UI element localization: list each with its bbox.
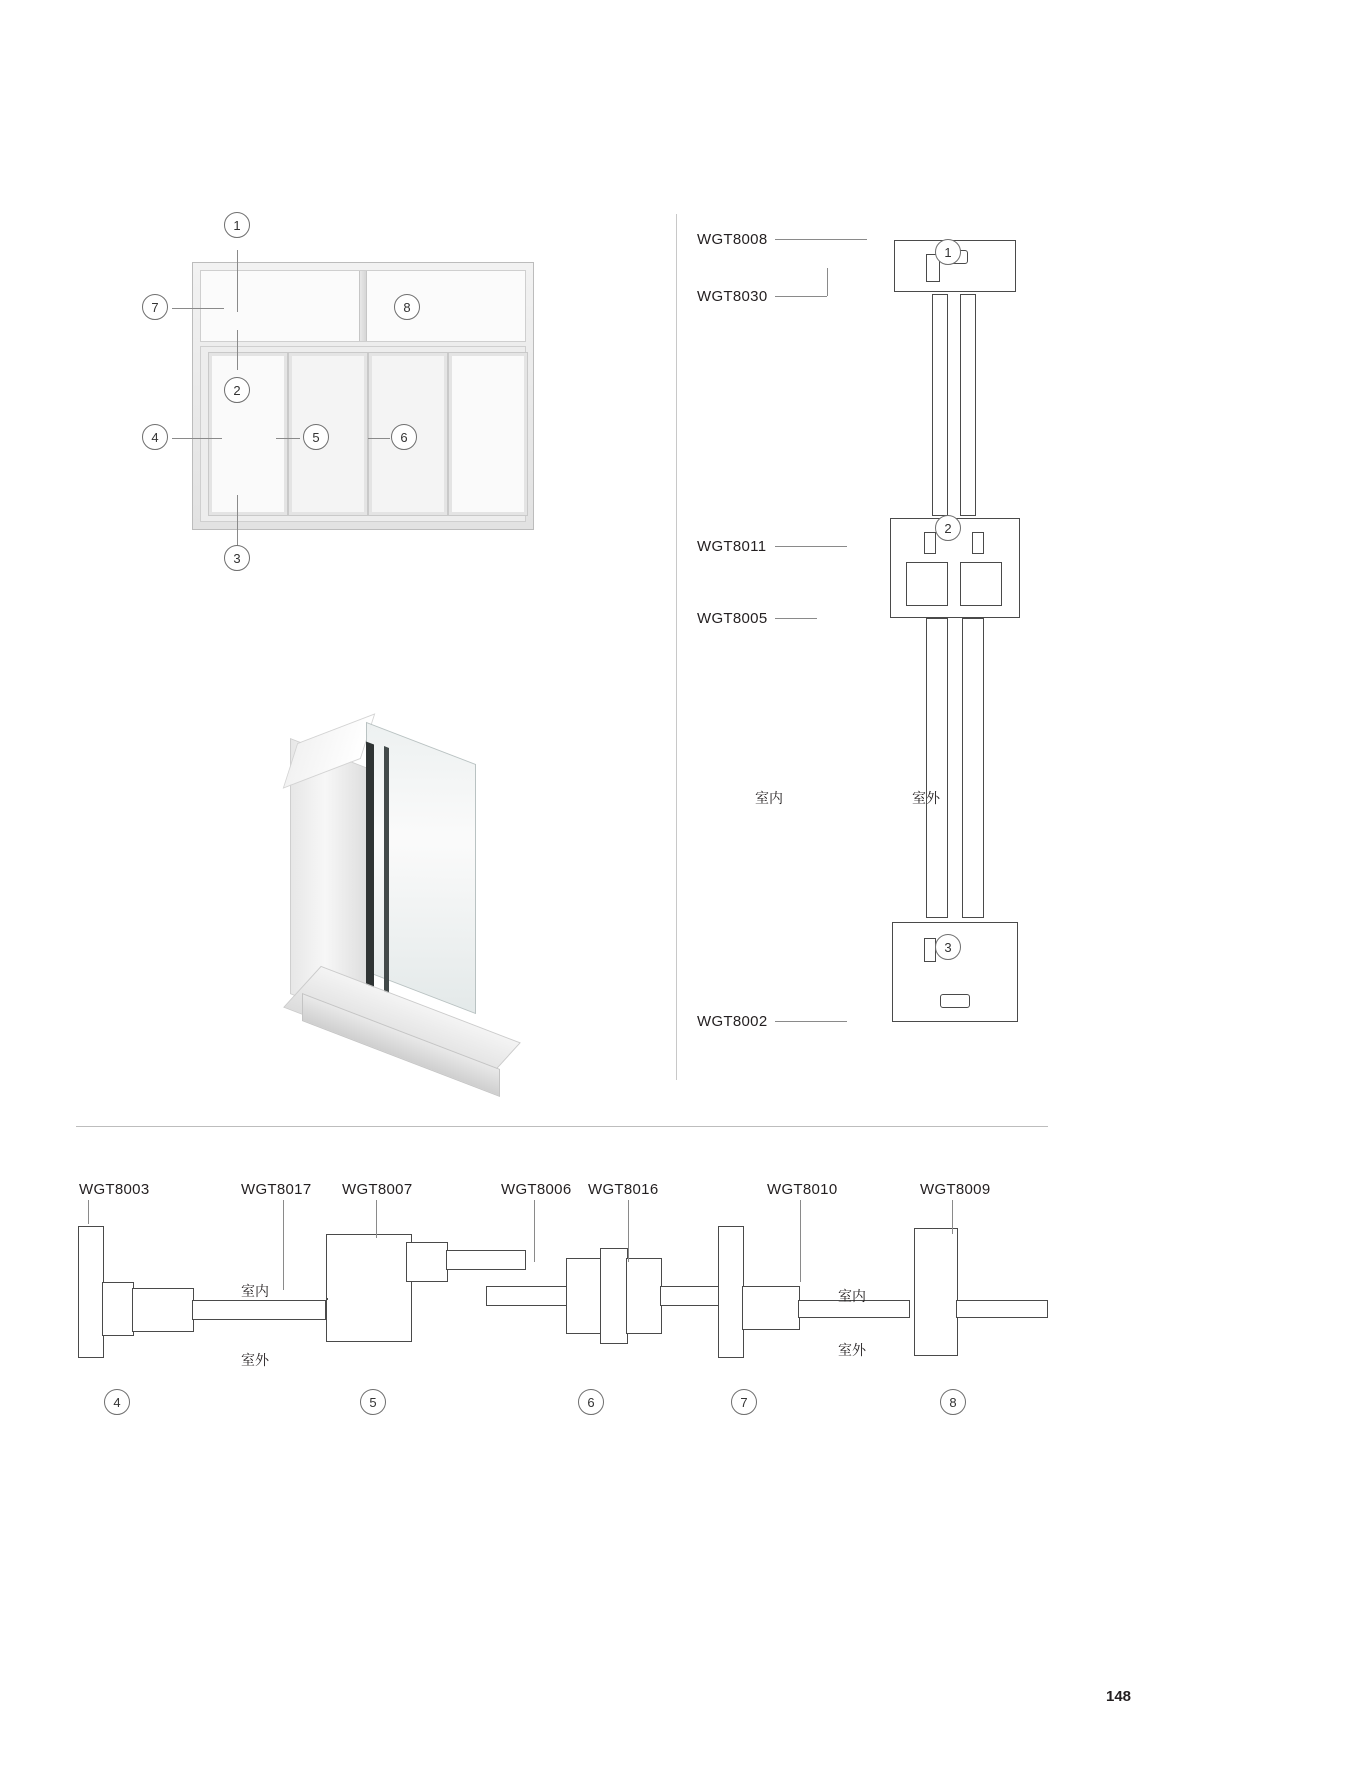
bottom-callout-5[interactable]: 5 [360,1389,386,1415]
annotation-interior-right: 室内 [838,1288,866,1304]
leader-line-7 [172,308,224,309]
sash-right-fixed [449,353,527,515]
jamb-profile-7 [718,1226,744,1358]
mid-sash-right [960,562,1002,606]
column-divider [676,214,677,1080]
callout-7[interactable]: 7 [142,294,168,320]
leader-line-4 [172,438,222,439]
stile-6-right [626,1258,662,1334]
bottom-callout-4[interactable]: 4 [104,1389,130,1415]
glazing-bar-4 [192,1300,326,1320]
annotation-exterior-right: 室外 [838,1342,866,1358]
section-callout-3[interactable]: 3 [935,934,961,960]
profile-label-wgt8008: WGT8008 [697,231,768,248]
mullion-profile-8 [914,1228,958,1356]
mid-thermal-break-left [924,532,936,554]
leader-wgt8030 [775,296,827,297]
bottom-callout-7[interactable]: 7 [731,1389,757,1415]
callout-8[interactable]: 8 [394,294,420,320]
callout-5[interactable]: 5 [303,424,329,450]
horizontal-section-7-8 [718,1220,1048,1370]
leader-line-3 [237,495,238,547]
corner-cutaway-render [280,735,530,1085]
jamb-flange-4 [102,1282,134,1336]
annotation-exterior-vertical: 室外 [912,790,940,806]
lower-rail-left [926,618,948,918]
leader-wgt8003 [88,1200,89,1224]
sill-thermal-break [924,938,936,962]
leader-wgt8016 [628,1200,629,1262]
glass-edge-inner [384,746,389,998]
callout-6[interactable]: 6 [391,424,417,450]
profile-label-wgt8030: WGT8030 [697,288,768,305]
glazing-bar-5 [446,1250,526,1270]
profile-label-wgt8009: WGT8009 [920,1181,991,1198]
callout-4[interactable]: 4 [142,424,168,450]
leader-wgt8008 [775,239,867,240]
bottom-callout-6[interactable]: 6 [578,1389,604,1415]
upper-rail-left [932,294,948,516]
sash-left-fixed [209,353,287,515]
annotation-interior-left: 室内 [241,1283,269,1299]
glass-unit [366,722,476,1014]
callout-1[interactable]: 1 [224,212,250,238]
section-callout-2[interactable]: 2 [935,515,961,541]
leader-wgt8007 [376,1200,377,1238]
profile-label-wgt8017: WGT8017 [241,1181,312,1198]
sash-profile-4 [132,1288,194,1332]
mid-sash-left [906,562,948,606]
leader-wgt8006 [534,1200,535,1262]
transom-mullion [359,271,367,341]
leader-wgt8009 [952,1200,953,1234]
profile-label-wgt8006: WGT8006 [501,1181,572,1198]
leader-wgt8005 [775,618,817,619]
lower-rail-right [962,618,984,918]
page-number: 148 [1106,1688,1132,1705]
horizontal-section-4 [76,1220,326,1370]
interlock-6 [600,1248,628,1344]
meeting-stile-5 [326,1234,412,1342]
section-callout-1[interactable]: 1 [935,239,961,265]
profile-label-wgt8003: WGT8003 [79,1181,150,1198]
sill-gasket [940,994,970,1008]
leader-wgt8030-riser [827,268,828,296]
sash-band [200,346,526,522]
interlock-5 [406,1242,448,1282]
callout-2[interactable]: 2 [224,377,250,403]
callout-3[interactable]: 3 [224,545,250,571]
glazing-bar-8 [956,1300,1048,1318]
leader-wgt8017 [283,1200,284,1290]
leader-line-6 [368,438,390,439]
glass-edge-outer [366,741,374,994]
leader-line-5 [276,438,300,439]
leader-line-1 [237,250,238,312]
glazing-bar-5b [326,1298,328,1300]
profile-label-wgt8011: WGT8011 [697,538,767,555]
glazing-bar-6-left [486,1286,570,1306]
transom-panel [200,270,526,342]
leader-wgt8002 [775,1021,847,1022]
jamb-profile-4 [78,1226,104,1358]
upper-rail-right [960,294,976,516]
mid-thermal-break-right [972,532,984,554]
profile-label-wgt8010: WGT8010 [767,1181,838,1198]
section-divider [76,1126,1048,1127]
bottom-callout-8[interactable]: 8 [940,1389,966,1415]
profile-label-wgt8016: WGT8016 [588,1181,659,1198]
leader-wgt8010 [800,1200,801,1282]
sash-profile-7 [742,1286,800,1330]
profile-label-wgt8007: WGT8007 [342,1181,413,1198]
leader-wgt8011 [775,546,847,547]
profile-label-wgt8005: WGT8005 [697,610,768,627]
stile-6-left [566,1258,602,1334]
profile-label-wgt8002: WGT8002 [697,1013,768,1030]
annotation-exterior-left: 室外 [241,1352,269,1368]
leader-line-2 [237,330,238,370]
annotation-interior-vertical: 室内 [755,790,783,806]
